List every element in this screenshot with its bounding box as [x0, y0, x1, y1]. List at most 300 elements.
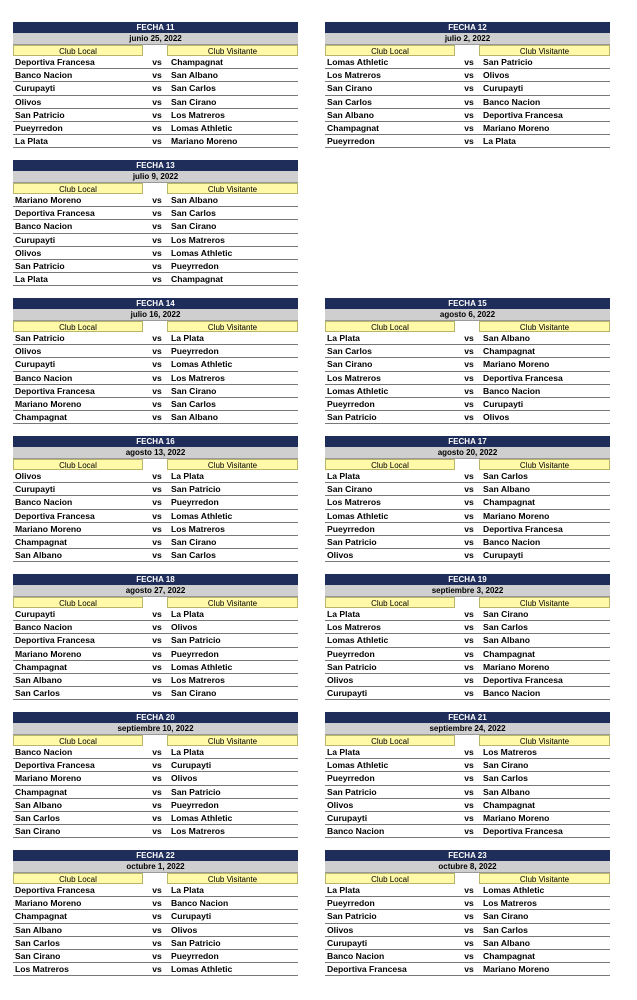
local-team: Banco Nacion [15, 497, 73, 508]
match-row [13, 536, 298, 549]
visitor-team: San Cirano [483, 760, 529, 771]
vs-label: vs [152, 773, 162, 784]
vs-label: vs [152, 260, 162, 271]
vs-label: vs [464, 812, 474, 823]
column-headers [13, 45, 298, 56]
club-local-header: Club Local [13, 45, 143, 56]
local-team: La Plata [327, 609, 360, 619]
local-team: Banco Nacion [15, 221, 73, 232]
local-team: San Albano [15, 550, 62, 561]
club-visitor-header: Club Visitante [167, 45, 298, 56]
header-spacer [455, 735, 479, 746]
visitor-team: San Albano [483, 635, 530, 646]
visitor-team: Lomas Athletic [171, 964, 233, 975]
vs-label: vs [152, 109, 162, 120]
match-row [13, 496, 298, 509]
vs-label: vs [152, 83, 162, 94]
visitor-team: Pueyrredon [171, 648, 219, 659]
vs-label: vs [464, 550, 474, 561]
visitor-team: Banco Nacion [483, 536, 541, 547]
club-visitor-header: Club Visitante [479, 321, 610, 332]
vs-label: vs [152, 57, 162, 67]
match-row [13, 634, 298, 647]
vs-label: vs [152, 826, 162, 837]
vs-label: vs [464, 924, 474, 935]
local-team: Deportiva Francesa [327, 964, 407, 975]
match-row [325, 332, 610, 345]
visitor-team: Lomas Athletic [171, 122, 233, 133]
local-team: Banco Nacion [327, 950, 385, 961]
vs-label: vs [152, 510, 162, 521]
vs-label: vs [152, 96, 162, 107]
fecha-block [325, 712, 610, 838]
column-headers [325, 321, 610, 332]
match-row [13, 470, 298, 483]
local-team: San Patricio [15, 333, 65, 343]
local-team: Olivos [15, 247, 42, 258]
match-row [13, 207, 298, 220]
column-headers [13, 597, 298, 608]
local-team: San Albano [15, 674, 62, 685]
match-row [325, 109, 610, 122]
column-headers [13, 183, 298, 194]
fecha-date: agosto 27, 2022 [13, 585, 298, 597]
column-headers [325, 597, 610, 608]
visitor-team: Pueyrredon [171, 260, 219, 271]
club-visitor-header: Club Visitante [167, 459, 298, 470]
header-spacer [143, 873, 167, 884]
fecha-title: FECHA 14 [13, 298, 298, 309]
vs-label: vs [152, 497, 162, 508]
match-row [13, 135, 298, 148]
local-team: Lomas Athletic [327, 57, 389, 67]
visitor-team: San Patricio [171, 635, 221, 646]
local-team: Banco Nacion [327, 826, 385, 837]
vs-label: vs [152, 221, 162, 232]
local-team: Deportiva Francesa [15, 760, 95, 771]
visitor-team: Champagnat [483, 648, 536, 659]
visitor-team: Los Matreros [171, 109, 225, 120]
vs-label: vs [152, 359, 162, 370]
local-team: Curupayti [327, 937, 368, 948]
match-row [13, 812, 298, 825]
vs-label: vs [464, 83, 474, 94]
fecha-date: julio 9, 2022 [13, 171, 298, 183]
visitor-team: Los Matreros [171, 523, 225, 534]
visitor-team: San Carlos [483, 471, 528, 481]
local-team: Mariano Moreno [15, 195, 82, 205]
local-team: Banco Nacion [15, 622, 73, 633]
club-visitor-header: Club Visitante [167, 183, 298, 194]
match-row [325, 910, 610, 923]
match-row [13, 799, 298, 812]
match-row [13, 234, 298, 247]
header-spacer [143, 45, 167, 56]
match-row [325, 759, 610, 772]
match-row [325, 122, 610, 135]
vs-label: vs [152, 937, 162, 948]
local-team: La Plata [327, 471, 360, 481]
fecha-block [13, 298, 298, 424]
match-row [325, 96, 610, 109]
vs-label: vs [152, 950, 162, 961]
match-row [325, 621, 610, 634]
visitor-team: Los Matreros [483, 898, 537, 909]
vs-label: vs [152, 924, 162, 935]
vs-label: vs [464, 497, 474, 508]
vs-label: vs [464, 799, 474, 810]
match-row [13, 621, 298, 634]
match-row [13, 786, 298, 799]
local-team: San Patricio [327, 661, 377, 672]
vs-label: vs [464, 109, 474, 120]
local-team: Los Matreros [327, 372, 381, 383]
match-row [325, 924, 610, 937]
club-visitor-header: Club Visitante [479, 735, 610, 746]
vs-label: vs [152, 799, 162, 810]
visitor-team: Mariano Moreno [483, 122, 550, 133]
local-team: Champagnat [15, 786, 68, 797]
vs-label: vs [152, 195, 162, 205]
visitor-team: Los Matreros [171, 674, 225, 685]
local-team: San Cirano [327, 83, 373, 94]
local-team: Deportiva Francesa [15, 57, 95, 67]
vs-label: vs [152, 812, 162, 823]
club-visitor-header: Club Visitante [167, 873, 298, 884]
local-team: Pueyrredon [327, 773, 375, 784]
match-row [325, 411, 610, 424]
visitor-team: Mariano Moreno [483, 359, 550, 370]
match-row [325, 674, 610, 687]
visitor-team: San Cirano [171, 96, 217, 107]
vs-label: vs [464, 385, 474, 396]
header-spacer [455, 45, 479, 56]
visitor-team: Banco Nacion [483, 96, 541, 107]
fecha-block [13, 574, 298, 700]
local-team: Deportiva Francesa [15, 510, 95, 521]
local-team: Deportiva Francesa [15, 385, 95, 396]
vs-label: vs [464, 622, 474, 633]
match-row [325, 56, 610, 69]
vs-label: vs [152, 964, 162, 975]
visitor-team: Banco Nacion [171, 898, 229, 909]
local-team: San Patricio [327, 911, 377, 922]
local-team: Mariano Moreno [15, 648, 82, 659]
vs-label: vs [464, 635, 474, 646]
local-team: San Cirano [15, 950, 61, 961]
fecha-title: FECHA 11 [13, 22, 298, 33]
vs-label: vs [152, 786, 162, 797]
match-row [13, 122, 298, 135]
local-team: Mariano Moreno [15, 523, 82, 534]
column-headers [325, 459, 610, 470]
vs-label: vs [152, 635, 162, 646]
vs-label: vs [464, 937, 474, 948]
vs-label: vs [464, 523, 474, 534]
fecha-title: FECHA 17 [325, 436, 610, 447]
local-team: Curupayti [327, 688, 368, 699]
local-team: Olivos [15, 346, 42, 357]
visitor-team: San Albano [483, 484, 530, 495]
local-team: San Albano [15, 924, 62, 935]
visitor-team: Olivos [171, 924, 198, 935]
match-row [13, 385, 298, 398]
visitor-team: San Cirano [171, 385, 217, 396]
visitor-team: La Plata [171, 747, 204, 757]
match-row [13, 825, 298, 838]
vs-label: vs [152, 398, 162, 409]
match-row [13, 82, 298, 95]
visitor-team: San Albano [171, 195, 218, 205]
fecha-date: septiembre 10, 2022 [13, 723, 298, 735]
visitor-team: San Albano [483, 937, 530, 948]
visitor-team: Mariano Moreno [483, 812, 550, 823]
vs-label: vs [152, 661, 162, 672]
visitor-team: Deportiva Francesa [483, 523, 563, 534]
match-row [325, 345, 610, 358]
visitor-team: Lomas Athletic [171, 661, 233, 672]
visitor-team: Pueyrredon [171, 346, 219, 357]
header-spacer [143, 321, 167, 332]
visitor-team: Olivos [171, 622, 198, 633]
club-local-header: Club Local [13, 183, 143, 194]
fecha-block [325, 436, 610, 562]
local-team: La Plata [15, 136, 48, 147]
match-row [13, 661, 298, 674]
vs-label: vs [152, 911, 162, 922]
local-team: San Cirano [15, 826, 61, 837]
vs-label: vs [152, 136, 162, 147]
match-row [325, 963, 610, 976]
match-row [325, 799, 610, 812]
vs-label: vs [152, 523, 162, 534]
match-row [325, 549, 610, 562]
match-row [13, 220, 298, 233]
vs-label: vs [464, 471, 474, 481]
club-local-header: Club Local [325, 321, 455, 332]
visitor-team: Lomas Athletic [171, 247, 233, 258]
visitor-team: Lomas Athletic [483, 885, 545, 895]
visitor-team: San Carlos [171, 83, 216, 94]
club-visitor-header: Club Visitante [479, 597, 610, 608]
vs-label: vs [152, 550, 162, 561]
fecha-block [325, 298, 610, 424]
match-row [325, 648, 610, 661]
local-team: Champagnat [327, 122, 380, 133]
match-row [13, 96, 298, 109]
match-row [13, 510, 298, 523]
vs-label: vs [152, 122, 162, 133]
club-local-header: Club Local [325, 45, 455, 56]
match-row [325, 372, 610, 385]
fecha-block [13, 436, 298, 562]
fecha-title: FECHA 23 [325, 850, 610, 861]
match-row [13, 772, 298, 785]
vs-label: vs [464, 333, 474, 343]
local-team: Deportiva Francesa [15, 208, 95, 219]
match-row [325, 82, 610, 95]
match-row [325, 937, 610, 950]
local-team: Champagnat [15, 412, 68, 423]
local-team: San Albano [15, 799, 62, 810]
vs-label: vs [152, 346, 162, 357]
vs-label: vs [152, 385, 162, 396]
match-row [13, 924, 298, 937]
local-team: Pueyrredon [327, 898, 375, 909]
club-local-header: Club Local [13, 321, 143, 332]
visitor-team: San Carlos [483, 773, 528, 784]
match-row [325, 884, 610, 897]
local-team: Deportiva Francesa [15, 885, 95, 895]
local-team: Lomas Athletic [327, 635, 389, 646]
header-spacer [143, 597, 167, 608]
column-headers [13, 735, 298, 746]
vs-label: vs [464, 898, 474, 909]
column-headers [13, 459, 298, 470]
visitor-team: Curupayti [171, 911, 212, 922]
visitor-team: Pueyrredon [171, 950, 219, 961]
vs-label: vs [152, 885, 162, 895]
local-team: Olivos [327, 674, 354, 685]
visitor-team: Lomas Athletic [171, 359, 233, 370]
local-team: Olivos [327, 924, 354, 935]
header-spacer [455, 321, 479, 332]
fecha-date: julio 16, 2022 [13, 309, 298, 321]
match-row [13, 910, 298, 923]
visitor-team: Mariano Moreno [483, 964, 550, 975]
visitor-team: Olivos [483, 70, 510, 81]
fecha-title: FECHA 19 [325, 574, 610, 585]
fecha-title: FECHA 12 [325, 22, 610, 33]
vs-label: vs [152, 372, 162, 383]
local-team: San Carlos [327, 96, 372, 107]
local-team: Olivos [15, 471, 42, 481]
local-team: Pueyrredon [15, 122, 63, 133]
fecha-title: FECHA 16 [13, 436, 298, 447]
visitor-team: La Plata [483, 136, 516, 147]
visitor-team: Champagnat [171, 57, 224, 67]
match-row [13, 963, 298, 976]
club-local-header: Club Local [13, 597, 143, 608]
local-team: Banco Nacion [15, 372, 73, 383]
column-headers [13, 873, 298, 884]
visitor-team: Los Matreros [171, 826, 225, 837]
local-team: San Albano [327, 109, 374, 120]
match-row [325, 385, 610, 398]
vs-label: vs [464, 964, 474, 975]
visitor-team: Banco Nacion [483, 688, 541, 699]
local-team: San Patricio [327, 536, 377, 547]
vs-label: vs [152, 208, 162, 219]
local-team: La Plata [327, 885, 360, 895]
vs-label: vs [464, 96, 474, 107]
visitor-team: Curupayti [483, 550, 524, 561]
visitor-team: Champagnat [483, 799, 536, 810]
club-visitor-header: Club Visitante [167, 597, 298, 608]
club-local-header: Club Local [325, 873, 455, 884]
club-local-header: Club Local [325, 735, 455, 746]
local-team: San Carlos [15, 937, 60, 948]
vs-label: vs [464, 885, 474, 895]
club-local-header: Club Local [325, 597, 455, 608]
visitor-team: Champagnat [483, 346, 536, 357]
match-row [13, 608, 298, 621]
visitor-team: Los Matreros [171, 234, 225, 245]
vs-label: vs [464, 57, 474, 67]
visitor-team: San Patricio [171, 484, 221, 495]
vs-label: vs [152, 70, 162, 81]
local-team: Banco Nacion [15, 70, 73, 81]
fecha-block [325, 22, 610, 148]
local-team: Curupayti [15, 609, 56, 619]
vs-label: vs [464, 674, 474, 685]
local-team: Champagnat [15, 536, 68, 547]
visitor-team: Lomas Athletic [171, 510, 233, 521]
visitor-team: Mariano Moreno [483, 510, 550, 521]
local-team: Curupayti [327, 812, 368, 823]
fecha-date: septiembre 24, 2022 [325, 723, 610, 735]
local-team: Champagnat [15, 661, 68, 672]
match-row [325, 634, 610, 647]
match-row [325, 483, 610, 496]
vs-label: vs [464, 484, 474, 495]
local-team: San Patricio [15, 109, 65, 120]
fecha-date: agosto 13, 2022 [13, 447, 298, 459]
club-local-header: Club Local [13, 735, 143, 746]
vs-label: vs [152, 333, 162, 343]
visitor-team: La Plata [171, 333, 204, 343]
fecha-block [13, 712, 298, 838]
fecha-date: octubre 8, 2022 [325, 861, 610, 873]
match-row [325, 825, 610, 838]
club-visitor-header: Club Visitante [167, 321, 298, 332]
fecha-title: FECHA 15 [325, 298, 610, 309]
header-spacer [143, 735, 167, 746]
header-spacer [143, 459, 167, 470]
vs-label: vs [464, 661, 474, 672]
club-local-header: Club Local [13, 873, 143, 884]
visitor-team: La Plata [171, 609, 204, 619]
visitor-team: San Cirano [483, 911, 529, 922]
fecha-title: FECHA 20 [13, 712, 298, 723]
visitor-team: Curupayti [483, 83, 524, 94]
match-row [325, 496, 610, 509]
fecha-block [13, 850, 298, 976]
vs-label: vs [464, 136, 474, 147]
vs-label: vs [152, 234, 162, 245]
local-team: Curupayti [15, 234, 56, 245]
match-row [13, 194, 298, 207]
local-team: San Carlos [15, 688, 60, 699]
vs-label: vs [152, 747, 162, 757]
match-row [13, 332, 298, 345]
visitor-team: San Patricio [171, 937, 221, 948]
vs-label: vs [464, 747, 474, 757]
vs-label: vs [464, 648, 474, 659]
match-row [325, 510, 610, 523]
local-team: Mariano Moreno [15, 773, 82, 784]
visitor-team: Deportiva Francesa [483, 674, 563, 685]
match-row [13, 372, 298, 385]
header-spacer [455, 597, 479, 608]
fecha-date: junio 25, 2022 [13, 33, 298, 45]
visitor-team: Mariano Moreno [483, 661, 550, 672]
visitor-team: San Albano [171, 70, 218, 81]
column-headers [13, 321, 298, 332]
local-team: Mariano Moreno [15, 398, 82, 409]
match-row [325, 398, 610, 411]
vs-label: vs [152, 688, 162, 699]
